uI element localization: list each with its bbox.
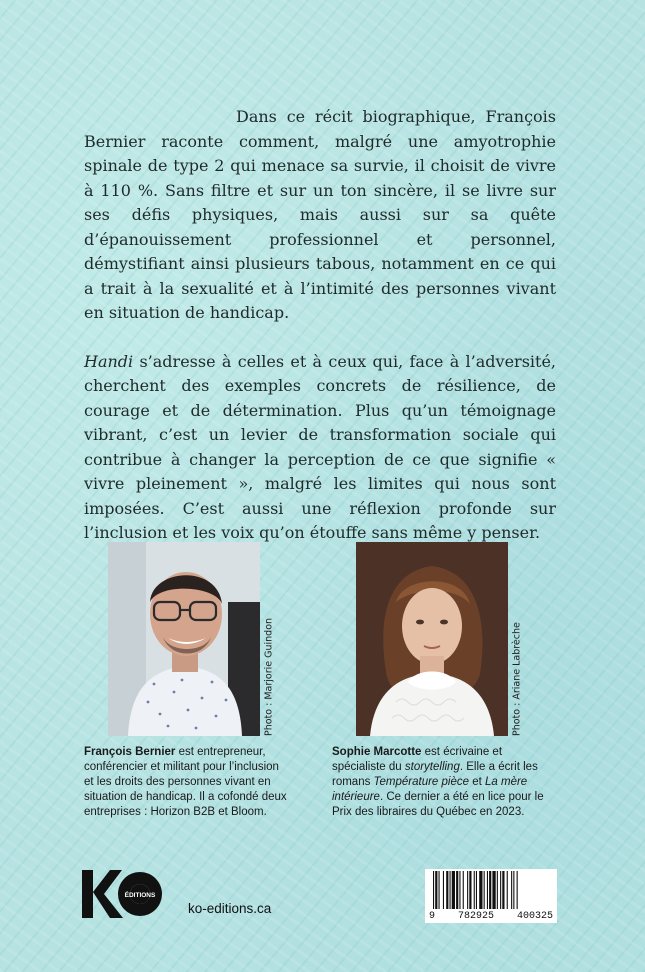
author-bio-italic: storytelling <box>404 761 460 773</box>
author-name: François Bernier <box>84 746 176 758</box>
publisher-logo <box>82 868 166 920</box>
author-bio-text: . Ce dernier a été en lice pour le Prix des libraires du Québec en 2023. <box>332 791 544 818</box>
blurb-paragraph-2-text: s’adresse à celles et à ceux qui, face à l’adversité, cherchent des exemples concrets de résilience, de courage et de détermination. Plus qu’un témoignage vibrant, c’est un levier de transformation sociale qui contribue à changer la perception de ce que signifie « vivre pleinement », malgré les limites qui nous sont imposées. C’est aussi une réflexion profonde sur l’inclusion et les voix qu’on étouffe sans même y penser. <box>84 351 556 542</box>
barcode-digits <box>425 911 557 922</box>
author-bio-sophie-marcotte <box>332 745 552 820</box>
author-bio-francois-bernier <box>84 745 288 820</box>
author-bio-text: est écrivaine et spécialiste du <box>332 746 503 773</box>
barcode-digit-group: 400325 <box>516 911 553 922</box>
author-bio-text: est entrepreneur, conférencier et militant pour l’inclusion et les droits des personnes vivant en situation de handicap. Il a cofondé deux entreprises : Horizon B2B et Bloom. <box>84 746 287 818</box>
isbn-barcode <box>425 869 557 923</box>
logo-badge-text: ÉDITIONS <box>124 892 156 899</box>
back-cover-blurb <box>84 105 556 546</box>
author-bio-text: . Elle a écrit les romans <box>332 761 538 788</box>
photo-credit-right: Photo : Ariane Labrèche <box>511 622 523 736</box>
barcode-digit-group: 9 <box>429 911 436 922</box>
author-bio-italic: Température pièce <box>373 776 470 788</box>
book-title: Handi <box>84 351 134 371</box>
author-bio-text: et <box>469 776 485 788</box>
author-photo-sophie-marcotte <box>356 542 508 736</box>
author-photo-francois-bernier <box>108 542 260 736</box>
publisher-website: ko-editions.ca <box>188 901 272 916</box>
photo-credit-left: Photo : Marjorie Guindon <box>263 617 275 736</box>
blurb-paragraph-2 <box>84 350 556 546</box>
author-bio-italic: La mère intérieure <box>332 776 528 803</box>
barcode-digit-group: 782925 <box>457 911 494 922</box>
author-name: Sophie Marcotte <box>332 746 422 758</box>
barcode-bars <box>425 869 557 911</box>
blurb-paragraph-1: Dans ce récit biographique, François Bernier raconte comment, malgré une amyotrophie spinale de type 2 qui menace sa survie, il choisit de vivre à 110 %. Sans filtre et sur un ton sincère, il se livre sur ses défis physiques, mais aussi sur sa quête d’épanouissement professionnel et personnel, démystifiant ainsi plusieurs tabous, notamment en ce qui a trait à la sexualité et à l’intimité des personnes vivant en situation de handicap. <box>84 107 556 322</box>
